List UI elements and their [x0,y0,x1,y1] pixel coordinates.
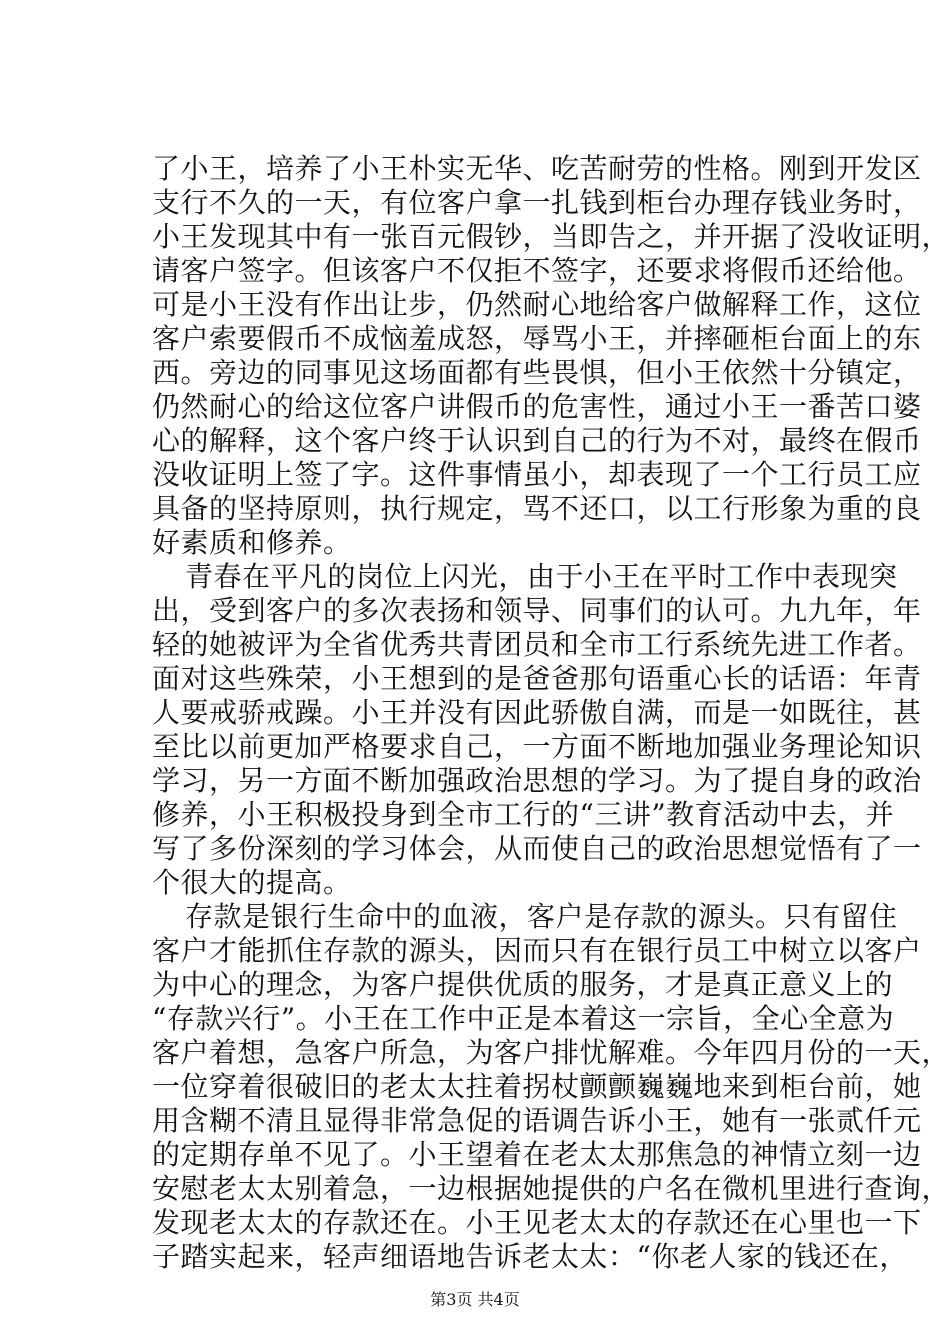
text-line: 轻的她被评为全省优秀共青团员和全市工行系统先进工作者。 [152,628,922,661]
text-line: 学习，另一方面不断加强政治思想的学习。为了提自身的政治 [152,764,922,797]
paragraph-first-line: 存款是银行生命中的血液，客户是存款的源头。只有留住 [185,900,898,933]
text-line: 为中心的理念，为客户提供优质的服务，才是真正意义上的 [152,968,894,1001]
text-line: 一位穿着很破旧的老太太拄着拐杖颤颤巍巍地来到柜台前，她 [152,1070,922,1103]
text-line: 可是小王没有作出让步，仍然耐心地给客户做解释工作，这位 [152,288,922,321]
text-line: 小王发现其中有一张百元假钞，当即告之，并开据了没收证明， [152,220,950,253]
text-line: 人要戒骄戒躁。小王并没有因此骄傲自满，而是一如既往，甚 [152,696,922,729]
text-line: 客户才能抓住存款的源头，因而只有在银行员工中树立以客户 [152,934,922,967]
text-line: 个很大的提高。 [152,866,352,899]
text-line: 的定期存单不见了。小王望着在老太太那焦急的神情立刻一边 [152,1138,922,1171]
text-line: 请客户签字。但该客户不仅拒不签字，还要求将假币还给他。 [152,254,922,287]
paragraph-first-line: 青春在平凡的岗位上闪光，由于小王在平时工作中表现突 [185,560,898,593]
text-line: 支行不久的一天，有位客户拿一扎钱到柜台办理存钱业务时， [152,186,922,219]
text-line: “存款兴行”。小王在工作中正是本着这一宗旨，全心全意为 [152,1002,895,1035]
text-line: 了小王，培养了小王朴实无华、吃苦耐劳的性格。刚到开发区 [152,152,922,185]
text-line: 发现老太太的存款还在。小王见老太太的存款还在心里也一下 [152,1206,922,1239]
text-line: 没收证明上签了字。这件事情虽小，却表现了一个工行员工应 [152,458,922,491]
text-line: 出，受到客户的多次表扬和领导、同事们的认可。九九年，年 [152,594,922,627]
text-line: 用含糊不清且显得非常急促的语调告诉小王，她有一张贰仟元 [152,1104,922,1137]
text-line: 具备的坚持原则，执行规定，骂不还口，以工行形象为重的良 [152,492,922,525]
text-line: 修养，小王积极投身到全市工行的“三讲”教育活动中去，并 [152,798,895,831]
text-line: 安慰老太太别着急，一边根据她提供的户名在微机里进行查询， [152,1172,950,1205]
text-line: 心的解释，这个客户终于认识到自己的行为不对，最终在假币 [152,424,922,457]
text-line: 客户着想，急客户所急，为客户排忧解难。今年四月份的一天， [152,1036,950,1069]
text-line: 仍然耐心的给这位客户讲假币的危害性，通过小王一番苦口婆 [152,390,922,423]
text-line: 子踏实起来，轻声细语地告诉老太太：“你老人家的钱还在， [152,1240,908,1273]
text-line: 客户索要假币不成恼羞成怒，辱骂小王，并摔砸柜台面上的东 [152,322,922,355]
page-number-label: 第3页 共4页 [430,1290,520,1309]
text-line: 至比以前更加严格要求自己，一方面不断地加强业务理论知识 [152,730,922,763]
text-line: 写了多份深刻的学习体会，从而使自己的政治思想觉悟有了一 [152,832,922,865]
text-line: 西。旁边的同事见这场面都有些畏惧，但小王依然十分镇定， [152,356,922,389]
text-line: 好素质和修养。 [152,526,352,559]
page-footer [0,1290,950,1310]
text-line: 面对这些殊荣，小王想到的是爸爸那句语重心长的话语：年青 [152,662,922,695]
